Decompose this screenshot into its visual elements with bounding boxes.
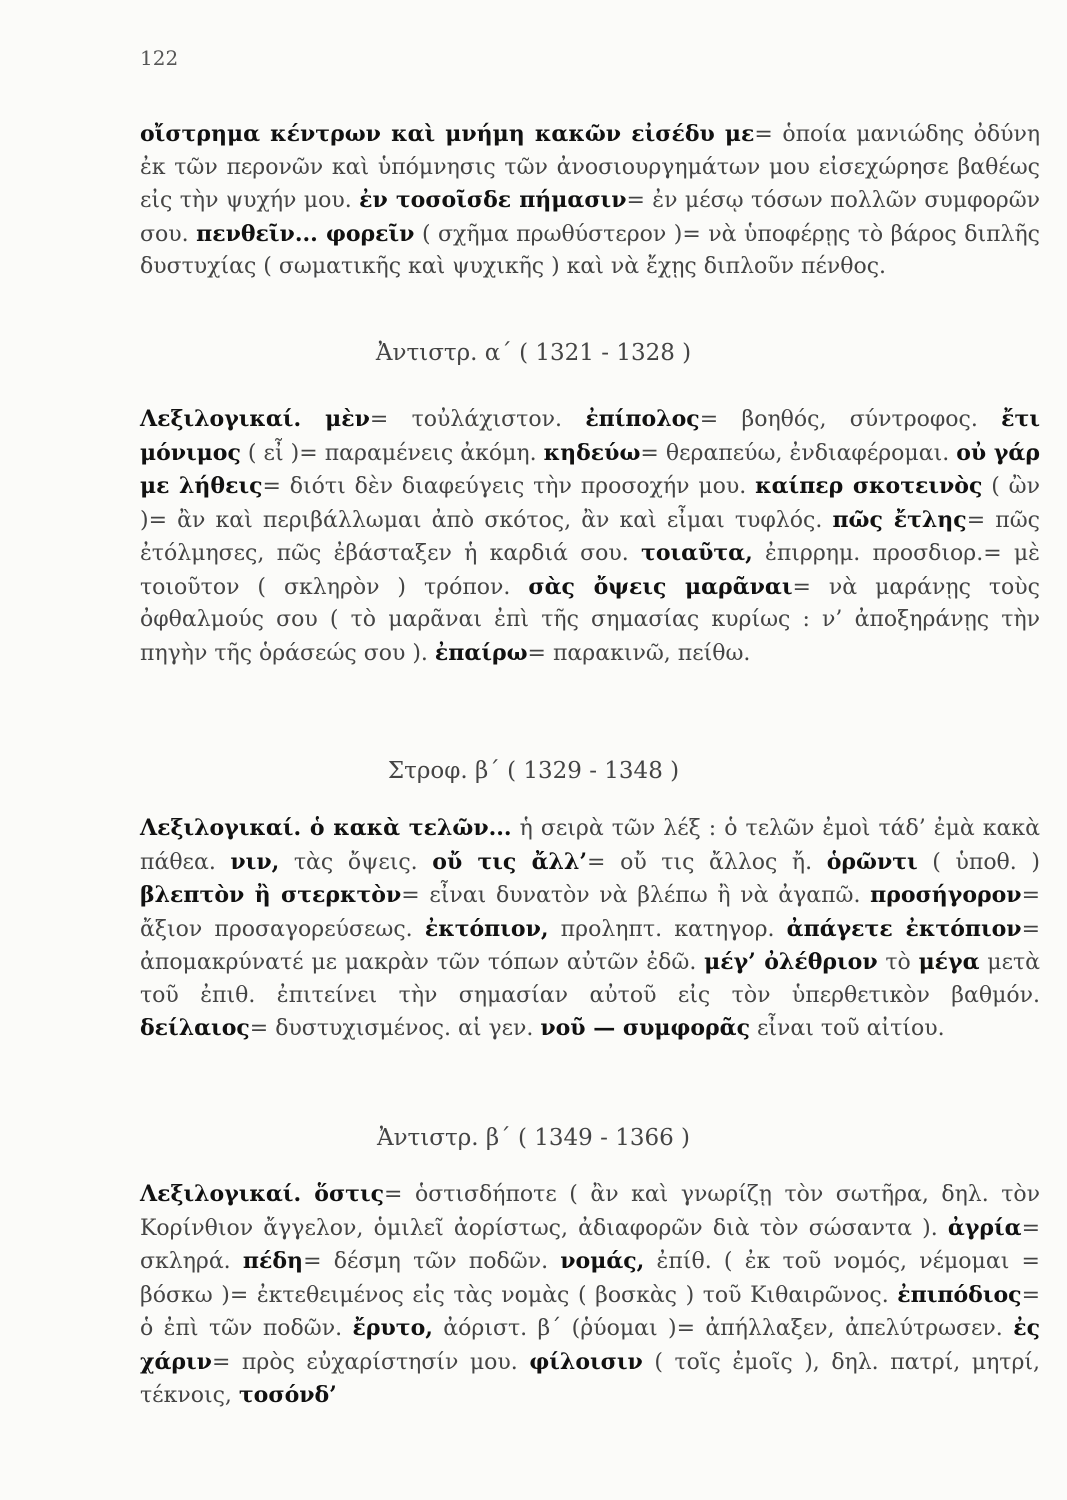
text-run: = τοὐλάχιστον. <box>369 407 586 432</box>
text-run: = ἐν μέσῳ τόσων πολλῶν συμφορῶν σου. <box>140 188 1041 247</box>
text-run: = δέσμη τῶν ποδῶν. <box>303 1249 561 1274</box>
text-run: = πρὸς εὐχαρίστησίν μου. <box>211 1349 530 1375</box>
bold-term: τοιαῦτα, <box>641 540 753 566</box>
bold-term: πέδη <box>242 1248 304 1274</box>
bold-term: μέγα <box>918 949 980 975</box>
text-run: μετὰ τοῦ ἐπιθ. ἐπιτείνει τὴν σημασίαν αὐτοῦ εἰς τὸν ὑπερθετικὸν βαθμόν. <box>140 950 1040 1008</box>
bold-term: Λεξιλογικαί. ὁ κακὰ τελῶν... <box>140 815 512 841</box>
bold-term: μέγ’ ὀλέθριον <box>704 949 878 975</box>
text-run: τὰς ὄψεις. <box>279 849 433 875</box>
text-run: = βοηθός, σύντροφος. <box>699 407 1002 432</box>
bold-term: ἐκτόπιον, <box>424 915 549 942</box>
paragraph-2 <box>140 403 1040 670</box>
bold-term: πενθεῖν... φορεῖν <box>196 220 415 247</box>
text-run: = θεραπεύω, ἐνδιαφέρομαι. <box>640 440 957 466</box>
bold-term: καίπερ σκοτεινὸς <box>755 473 983 499</box>
text-run: τὸ <box>877 950 919 975</box>
bold-term: ἐς χάριν <box>140 1315 1040 1375</box>
text-run: εἶναι τοῦ αἰτίου. <box>750 1016 945 1041</box>
bold-term: νιν, <box>230 848 280 875</box>
bold-term: νομάς, <box>560 1248 645 1274</box>
paragraph-1 <box>140 118 1040 284</box>
section-heading-antistrophe-a: Ἀντιστρ. α΄ ( 1321 - 1328 ) <box>375 340 692 366</box>
text-run: = ὁστισδήποτε ( ἂν καὶ γνωρίζῃ τὸν σωτῆρα, δηλ. τὸν Κορίνθιον ἄγγελον, ὁμιλεῖ ἀορίστως, ἀδιαφορῶν διὰ τὸν σώσαντα ). <box>140 1182 1040 1241</box>
page-number: 122 <box>140 46 179 70</box>
text-run: = παρακινῶ, πείθω. <box>527 640 751 666</box>
section-heading-strophe-b: Στροφ. β΄ ( 1329 - 1348 ) <box>387 758 680 784</box>
text-run: = πῶς ἐτόλμησες, πῶς ἐβάσταξεν ἡ καρδιά σου. <box>140 507 1040 566</box>
text-run: = νὰ μαράνῃς τοὺς ὀφθαλμούς σου ( τὸ μαρᾶναι ἐπὶ τῆς σημασίας κυρίως : ν’ ἀποξηράνῃς τὴν πηγὴν τῆς ὁράσεώς σου ). <box>140 574 1041 666</box>
bold-term: ἔρυτο, <box>352 1315 433 1341</box>
text-run: ( ὢν )= ἂν καὶ περιβάλλωμαι ἀπὸ σκότος, ἂν καὶ εἶμαι τυφλός. <box>140 474 1040 533</box>
bold-term: ὁρῶντι <box>826 848 918 875</box>
text-run: ( εἶ )= παραμένεις ἀκόμη. <box>240 440 544 466</box>
bold-term: κηδεύω <box>543 439 641 466</box>
paragraph-4 <box>140 1178 1040 1413</box>
bold-term: ἐπαίρω <box>434 639 528 666</box>
bold-term: σὰς ὄψεις μαρᾶναι <box>528 573 793 600</box>
bold-term: Λεξιλογικαί. μὲν <box>140 406 370 432</box>
bold-term: ἐν τοσοῖσδε πήμασιν <box>359 187 627 213</box>
bold-term: ἔτι μόνιμος <box>140 406 1040 466</box>
section-heading-antistrophe-b: Ἀντιστρ. β΄ ( 1349 - 1366 ) <box>376 1125 691 1151</box>
bold-term: ἐπιπόδιος <box>897 1281 1022 1308</box>
bold-term: πῶς ἔτλης <box>832 506 967 533</box>
text-run: ἀόριστ. β΄ (ῥύομαι )= ἀπήλλαξεν, ἀπελύτρωσεν. <box>432 1316 1014 1341</box>
bold-term: προσήγορον <box>870 882 1022 908</box>
paragraph-3 <box>140 812 1040 1046</box>
text-run: = ὁ ἐπὶ τῶν ποδῶν. <box>140 1282 1040 1341</box>
text-run: ( ὑποθ. ) <box>917 849 1040 875</box>
text-run: = οὔ τις ἄλλος ἤ. <box>587 849 827 875</box>
bold-term: οὔ τις ἄλλ’ <box>432 848 588 875</box>
text-run: ( σχῆμα πρωθύστερον )= νὰ ὑποφέρῃς τὸ βάρος διπλῆς δυστυχίας ( σωματικῆς καὶ ψυχικῆς ) καὶ νὰ ἔχῃς διπλοῦν πένθος. <box>140 221 1041 279</box>
bold-term: φίλοισιν <box>529 1348 643 1375</box>
bold-term: οὐ γάρ με λήθεις <box>140 439 1040 499</box>
bold-term: Λεξιλογικαί. ὅστις <box>140 1181 385 1207</box>
text-run: ἐπιρρημ. προσδιορ.= μὲ τοιοῦτον ( σκληρὸν ) τρόπον. <box>140 541 1040 600</box>
text-run: ( τοῖς ἐμοῖς ), δηλ. πατρί, μητρί, τέκνοις, <box>140 1349 1041 1408</box>
bold-term: δείλαιος <box>140 1015 250 1041</box>
bold-term: ἀπάγετε ἐκτόπιον <box>786 915 1022 942</box>
bold-term: νοῦ — συμφορᾶς <box>540 1015 751 1041</box>
text-run: = ἄξιον προσαγορεύσεως. <box>140 883 1040 942</box>
text-run: = δυστυχισμένος. αἱ γεν. <box>249 1016 541 1041</box>
text-run: = εἶναι δυνατὸν νὰ βλέπω ἢ νὰ ἀγαπῶ. <box>401 883 871 908</box>
text-run: = σκληρά. <box>140 1215 1040 1274</box>
text-run: = ἀπομακρύνατέ με μακρὰν τῶν τόπων αὐτῶν ἐδῶ. <box>140 916 1040 975</box>
bold-term: ἀγρία <box>947 1214 1022 1241</box>
text-run: ἡ σειρὰ τῶν λέξ : ὁ τελῶν ἐμοὶ τάδ’ ἐμὰ κακὰ πάθεα. <box>140 816 1040 875</box>
text-run: = διότι δὲν διαφεύγεις τὴν προσοχήν μου. <box>262 474 756 499</box>
bold-term: βλεπτὸν ἢ στερκτὸν <box>140 882 402 908</box>
text-run: προληπτ. κατηγορ. <box>548 916 787 942</box>
bold-term: οἴστρημα κέντρων καὶ μνήμη κακῶν εἰσέδυ με <box>140 121 755 147</box>
bold-term: τοσόνδ’ <box>238 1382 337 1408</box>
text-run: = ὁποία μανιώδης ὀδύνη ἐκ τῶν περονῶν καὶ ὑπόμνησις τῶν ἀνοσιουργημάτων μου εἰσεχώρησε βαθέως εἰς τὴν ψυχήν μου. <box>140 122 1041 213</box>
bold-term: ἐπίπολος <box>585 406 700 432</box>
text-run: ἐπίθ. ( ἐκ τοῦ νομός, νέμομαι = βόσκω )= ἐκτεθειμένος εἰς τὰς νομὰς ( βοσκὰς ) τοῦ Κιθαιρῶνος. <box>140 1249 1040 1308</box>
